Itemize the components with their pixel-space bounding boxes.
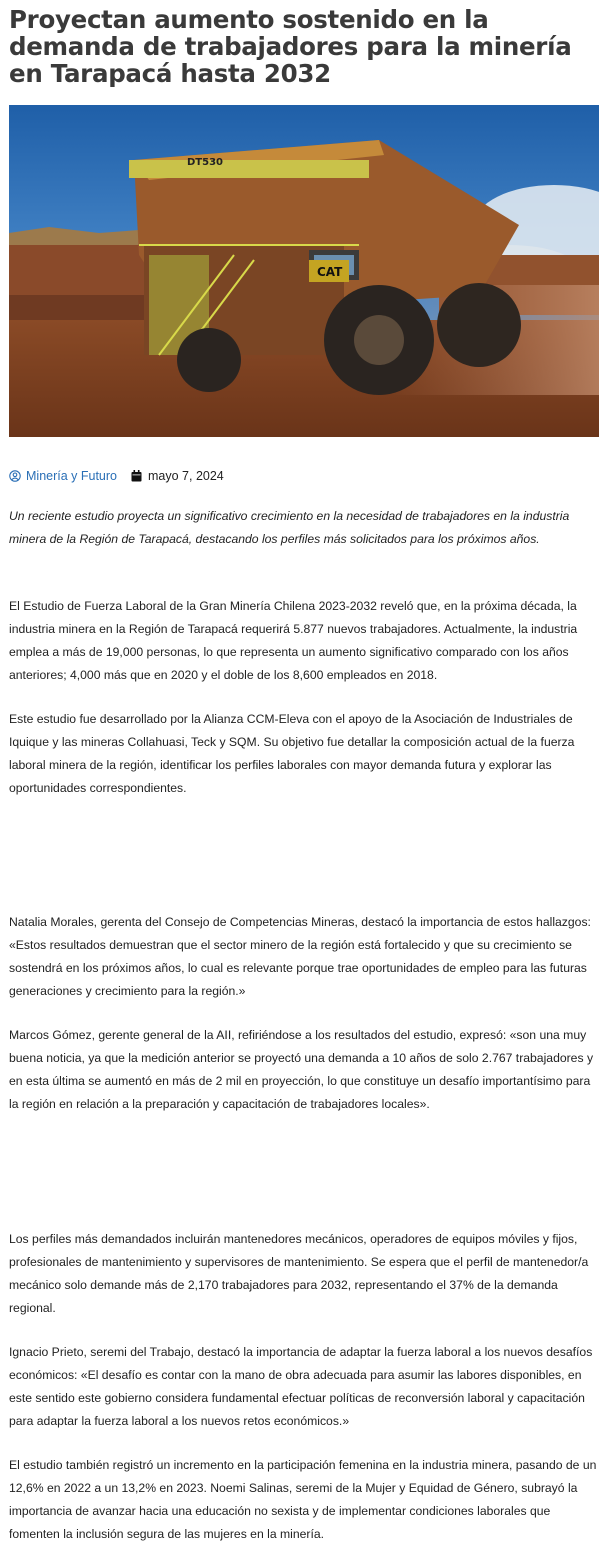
- author-name: Minería y Futuro: [26, 469, 118, 483]
- hero-image: [9, 105, 599, 437]
- article-paragraph-6: Ignacio Prieto, seremi del Trabajo, destacó la importancia de adaptar la fuerza laboral a los nuevos desafíos económicos: «El desafío es contar con la mano de obra adecuada para asumir las labores disponibles, en este sentido este gobierno considera fundamental efectuar políticas de reconversión laboral y capacitación para adaptar la fuerza laboral a los nuevos retos económicos.»: [9, 1345, 593, 1428]
- calendar-icon: [131, 470, 142, 482]
- article-meta: [9, 467, 224, 485]
- truck-number-text: DT530: [187, 157, 223, 168]
- article-paragraph-4: Marcos Gómez, gerente general de la AII, refiriéndose a los resultados del estudio, expresó: «son una muy buena noticia, ya que la medición anterior se proyectó una demanda a 10 años de solo 2.767 trabajadores y en esta última se aumentó en más de 2 mil en proyección, lo que constituye un desafío importantísimo para la región en relación a la preparación y capacitación de trabajadores locales».: [9, 1028, 594, 1111]
- truck-brand-text: CAT: [317, 265, 343, 279]
- article-paragraph-2: Este estudio fue desarrollado por la Alianza CCM-Eleva con el apoyo de la Asociación de Industriales de Iquique y las mineras Collahuasi, Teck y SQM. Su objetivo fue detallar la composición actual de la fuerza laboral minera de la región, identificar los perfiles laborales con mayor demanda futura y explorar las oportunidades correspondientes.: [9, 712, 575, 795]
- user-circle-icon: [9, 470, 21, 482]
- publish-date: [131, 469, 224, 483]
- article-title: Proyectan aumento sostenido en la demanda de trabajadores para la minería en Tarapacá hasta 2032: [9, 5, 572, 88]
- article-paragraph-5: Los perfiles más demandados incluirán mantenedores mecánicos, operadores de equipos móviles y fijos, profesionales de mantenimiento y supervisores de mantenimiento. Se espera que el perfil de mantenedor/a mecánico solo demande más de 2,170 trabajadores para 2032, representando el 37% de la demanda regional.: [9, 1232, 589, 1315]
- article-paragraph-3: Natalia Morales, gerenta del Consejo de Competencias Mineras, destacó la importancia de estos hallazgos: «Estos resultados demuestran que el sector minero de la región está fortalecido y que su crecimiento se sostendrá en los próximos años, lo cual es relevante porque trae oportunidades de empleo para las futuras generaciones y crecimiento para la región.»: [9, 915, 591, 998]
- article-lead: Un reciente estudio proyecta un significativo crecimiento en la necesidad de trabajadores en la industria minera de la Región de Tarapacá, destacando los perfiles más solicitados para los próximos años.: [9, 509, 570, 546]
- author-link[interactable]: [9, 469, 117, 483]
- date-text: mayo 7, 2024: [148, 469, 224, 483]
- article-paragraph-7: El estudio también registró un incremento en la participación femenina en la industria minera, pasando de un 12,6% en 2022 a un 13,2% en 2023. Noemi Salinas, seremi de la Mujer y Equidad de Género, subrayó la importancia de avanzar hacia una educación no sexista y de implementar condiciones laborales que fomenten la inclusión segura de las mujeres en la minería.: [9, 1458, 597, 1541]
- article-paragraph-1: El Estudio de Fuerza Laboral de la Gran Minería Chilena 2023-2032 reveló que, en la próxima década, la industria minera en la Región de Tarapacá requerirá 5.877 nuevos trabajadores. Actualmente, la industria emplea a más de 19,000 personas, lo que representa un aumento significativo comparado con los años anteriores; 4,000 más que en 2020 y el doble de los 8,600 empleados en 2018.: [9, 599, 578, 682]
